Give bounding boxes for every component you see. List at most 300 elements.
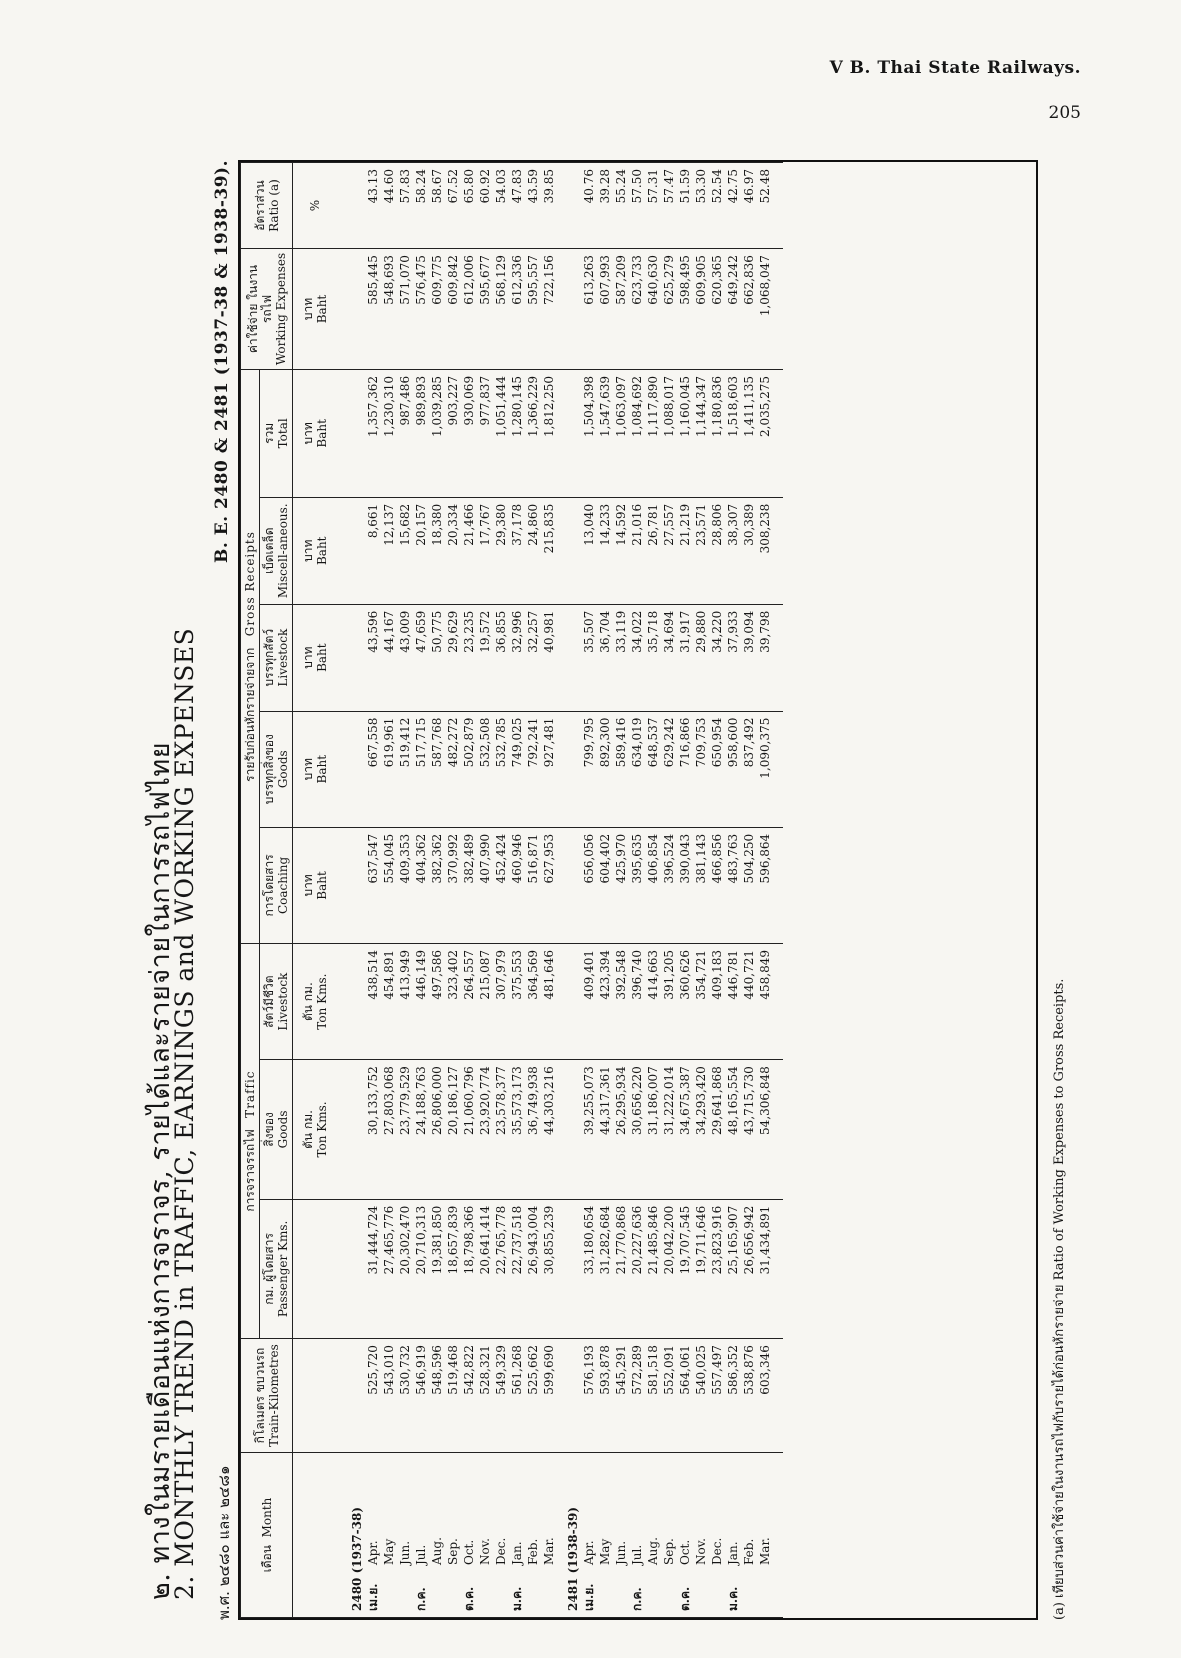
cell-ratio: 58.67 <box>429 163 445 249</box>
unit-baht: บาท Baht <box>293 497 342 604</box>
cell-total: 1,812,250 <box>541 369 557 497</box>
cell-coaching: 381,143 <box>693 827 709 943</box>
month-cell <box>741 1452 757 1617</box>
cell-total: 930,069 <box>461 369 477 497</box>
cell-total: 1,051,444 <box>493 369 509 497</box>
month-name: Mar. <box>542 1537 556 1565</box>
month-name: Dec. <box>494 1537 508 1565</box>
cell-goods: 23,920,774 <box>477 1060 493 1199</box>
month-cell <box>725 1452 741 1617</box>
cell-train-km: 543,010 <box>381 1339 397 1453</box>
cell-ratio: 54.03 <box>493 163 509 249</box>
cell-train-km: 538,876 <box>741 1339 757 1453</box>
cell-coaching: 395,635 <box>629 827 645 943</box>
cell-ratio: 52.54 <box>709 163 725 249</box>
cell-coaching: 407,990 <box>477 827 493 943</box>
month-name: Mar. <box>758 1537 772 1565</box>
cell-ratio: 57.31 <box>645 163 661 249</box>
cell-train-km: 599,690 <box>541 1339 557 1453</box>
month-name: Jun. <box>614 1540 628 1565</box>
cell-goods: 48,165,554 <box>725 1060 741 1199</box>
cell-coaching: 382,362 <box>429 827 445 943</box>
cell-goods: 27,803,068 <box>381 1060 397 1199</box>
cell-goods-rec: 517,715 <box>413 711 429 827</box>
cell-coaching: 382,489 <box>461 827 477 943</box>
unit-baht: บาท Baht <box>293 711 342 827</box>
cell-passenger: 31,444,724 <box>365 1199 381 1338</box>
cell-livestock-rec: 34,694 <box>661 604 677 711</box>
cell-goods-rec: 587,768 <box>429 711 445 827</box>
cell-passenger: 22,737,518 <box>509 1199 525 1338</box>
cell-goods-rec: 749,025 <box>509 711 525 827</box>
cell-goods: 26,806,000 <box>429 1060 445 1199</box>
cell-working: 612,006 <box>461 249 477 370</box>
cell-passenger: 23,823,916 <box>709 1199 725 1338</box>
cell-passenger: 18,657,839 <box>445 1199 461 1338</box>
month-name: Sep. <box>446 1538 460 1565</box>
cell-misc: 29,380 <box>493 497 509 604</box>
header-gross-receipts-group: รายรับก่อนหักรายจ่ายจาก Gross Receipts <box>241 369 260 943</box>
cell-goods-rec: 837,492 <box>741 711 757 827</box>
month-cell <box>493 1452 509 1617</box>
cell-livestock-rec: 35,507 <box>581 604 597 711</box>
cell-working: 620,365 <box>709 249 725 370</box>
cell-livestock-rec: 34,220 <box>709 604 725 711</box>
unit-baht: บาท Baht <box>293 604 342 711</box>
rotated-table-page <box>130 160 1090 1620</box>
unit-baht: บาท Baht <box>293 249 342 370</box>
cell-livestock-rec: 19,572 <box>477 604 493 711</box>
cell-livestock-rec: 43,596 <box>365 604 381 711</box>
header-train-km: กิโลเมตร ขบวนรถ Train-Kilometres <box>241 1339 293 1453</box>
month-name: Jan. <box>510 1541 524 1565</box>
cell-train-km: 581,518 <box>645 1339 661 1453</box>
header-month: เดือน Month <box>241 1452 293 1617</box>
cell-livestock: 375,553 <box>509 944 525 1060</box>
cell-livestock: 264,557 <box>461 944 477 1060</box>
table-row <box>413 163 429 1618</box>
cell-livestock: 446,781 <box>725 944 741 1060</box>
cell-coaching: 596,864 <box>757 827 773 943</box>
cell-total: 903,227 <box>445 369 461 497</box>
cell-goods-rec: 1,090,375 <box>757 711 773 827</box>
table-row <box>693 163 709 1618</box>
cell-misc: 37,178 <box>509 497 525 604</box>
cell-passenger: 31,434,891 <box>757 1199 773 1338</box>
cell-train-km: 519,468 <box>445 1339 461 1453</box>
month-cell <box>645 1452 661 1617</box>
cell-ratio: 51.59 <box>677 163 693 249</box>
month-name: Aug. <box>430 1537 444 1565</box>
table-row <box>645 163 661 1618</box>
cell-goods: 23,578,377 <box>493 1060 509 1199</box>
cell-misc: 20,334 <box>445 497 461 604</box>
cell-ratio: 57.50 <box>629 163 645 249</box>
month-name: Oct. <box>678 1539 692 1565</box>
unit-ton-km: ตัน กม. Ton Kms. <box>293 1060 342 1199</box>
thai-month-abbr: ม.ค. <box>510 1586 524 1611</box>
cell-train-km: 540,025 <box>693 1339 709 1453</box>
month-name: Jul. <box>414 1544 428 1565</box>
month-cell <box>541 1452 557 1617</box>
cell-misc: 17,767 <box>477 497 493 604</box>
cell-goods: 34,293,420 <box>693 1060 709 1199</box>
cell-coaching: 656,056 <box>581 827 597 943</box>
month-cell <box>445 1452 461 1617</box>
month-name: Oct. <box>462 1539 476 1565</box>
table-row <box>461 163 477 1618</box>
cell-livestock: 497,586 <box>429 944 445 1060</box>
cell-misc: 18,380 <box>429 497 445 604</box>
cell-livestock: 392,548 <box>613 944 629 1060</box>
month-name: Nov. <box>478 1538 492 1565</box>
cell-passenger: 19,707,545 <box>677 1199 693 1338</box>
cell-working: 649,242 <box>725 249 741 370</box>
cell-misc: 23,571 <box>693 497 709 604</box>
thai-month-abbr: ต.ค. <box>678 1586 692 1611</box>
cell-misc: 21,219 <box>677 497 693 604</box>
cell-livestock: 323,402 <box>445 944 461 1060</box>
month-name: Apr. <box>582 1540 596 1565</box>
cell-total: 1,084,692 <box>629 369 645 497</box>
cell-passenger: 20,227,636 <box>629 1199 645 1338</box>
table-row <box>445 163 461 1618</box>
header-working-expenses: ค่าใช้จ่าย ในงานรถไฟ Working Expenses <box>241 249 293 370</box>
cell-goods-rec: 634,019 <box>629 711 645 827</box>
cell-livestock-rec: 36,704 <box>597 604 613 711</box>
cell-train-km: 564,061 <box>677 1339 693 1453</box>
cell-coaching: 483,763 <box>725 827 741 943</box>
cell-train-km: 546,919 <box>413 1339 429 1453</box>
unit-baht: บาท Baht <box>293 827 342 943</box>
unit-baht: บาท Baht <box>293 369 342 497</box>
cell-livestock: 454,891 <box>381 944 397 1060</box>
header-ratio: อัตราส่วน Ratio (a) <box>241 163 293 249</box>
table-frame <box>238 160 1038 1620</box>
cell-passenger: 22,765,778 <box>493 1199 509 1338</box>
cell-total: 977,837 <box>477 369 493 497</box>
table-row <box>381 163 397 1618</box>
cell-total: 1,230,310 <box>381 369 397 497</box>
cell-total: 1,518,603 <box>725 369 741 497</box>
header-coaching: การโดยสาร Coaching <box>260 827 293 943</box>
cell-goods-rec: 519,412 <box>397 711 413 827</box>
cell-ratio: 55.24 <box>613 163 629 249</box>
cell-ratio: 40.76 <box>581 163 597 249</box>
cell-total: 989,893 <box>413 369 429 497</box>
cell-misc: 12,137 <box>381 497 397 604</box>
monthly-trend-table <box>240 162 783 1618</box>
cell-total: 1,280,145 <box>509 369 525 497</box>
month-cell <box>509 1452 525 1617</box>
cell-working: 585,445 <box>365 249 381 370</box>
cell-goods: 39,255,073 <box>581 1060 597 1199</box>
cell-livestock-rec: 43,009 <box>397 604 413 711</box>
header-passenger-km: กม. ผู้โดยสาร Passenger Kms. <box>260 1199 293 1338</box>
cell-working: 576,475 <box>413 249 429 370</box>
cell-ratio: 43.13 <box>365 163 381 249</box>
cell-livestock-rec: 29,880 <box>693 604 709 711</box>
cell-misc: 14,233 <box>597 497 613 604</box>
cell-total: 1,039,285 <box>429 369 445 497</box>
cell-livestock-rec: 37,933 <box>725 604 741 711</box>
cell-livestock-rec: 35,718 <box>645 604 661 711</box>
cell-goods: 31,222,014 <box>661 1060 677 1199</box>
cell-livestock: 360,626 <box>677 944 693 1060</box>
month-name: May <box>382 1538 396 1565</box>
month-cell <box>525 1452 541 1617</box>
cell-livestock-rec: 23,235 <box>461 604 477 711</box>
table-row <box>741 163 757 1618</box>
cell-passenger: 18,798,366 <box>461 1199 477 1338</box>
cell-goods: 24,188,763 <box>413 1060 429 1199</box>
month-cell <box>597 1452 613 1617</box>
cell-ratio: 67.52 <box>445 163 461 249</box>
cell-livestock: 396,740 <box>629 944 645 1060</box>
cell-train-km: 603,346 <box>757 1339 773 1453</box>
thai-month-abbr: ก.ค. <box>630 1587 644 1611</box>
cell-working: 609,775 <box>429 249 445 370</box>
cell-passenger: 20,042,200 <box>661 1199 677 1338</box>
table-row <box>429 163 445 1618</box>
table-row <box>541 163 557 1618</box>
cell-total: 987,486 <box>397 369 413 497</box>
cell-livestock-rec: 47,659 <box>413 604 429 711</box>
cell-working: 587,209 <box>613 249 629 370</box>
cell-train-km: 549,329 <box>493 1339 509 1453</box>
cell-goods: 43,715,730 <box>741 1060 757 1199</box>
cell-livestock: 307,979 <box>493 944 509 1060</box>
month-name: Sep. <box>662 1538 676 1565</box>
table-row <box>677 163 693 1618</box>
cell-goods: 26,295,934 <box>613 1060 629 1199</box>
page-number: 205 <box>1048 103 1081 123</box>
cell-passenger: 19,711,646 <box>693 1199 709 1338</box>
cell-goods: 36,749,938 <box>525 1060 541 1199</box>
month-name: Nov. <box>694 1538 708 1565</box>
cell-misc: 26,781 <box>645 497 661 604</box>
cell-passenger: 21,770,868 <box>613 1199 629 1338</box>
cell-train-km: 530,732 <box>397 1339 413 1453</box>
cell-goods: 29,641,868 <box>709 1060 725 1199</box>
cell-misc: 27,557 <box>661 497 677 604</box>
cell-passenger: 30,855,239 <box>541 1199 557 1338</box>
cell-misc: 20,157 <box>413 497 429 604</box>
table-body <box>293 163 784 1618</box>
cell-coaching: 370,992 <box>445 827 461 943</box>
cell-train-km: 586,352 <box>725 1339 741 1453</box>
cell-ratio: 39.28 <box>597 163 613 249</box>
cell-goods: 31,186,007 <box>645 1060 661 1199</box>
thai-month-abbr: ต.ค. <box>462 1586 476 1611</box>
month-name: Feb. <box>526 1538 540 1565</box>
cell-goods: 20,186,127 <box>445 1060 461 1199</box>
cell-coaching: 554,045 <box>381 827 397 943</box>
month-cell <box>677 1452 693 1617</box>
cell-ratio: 46.97 <box>741 163 757 249</box>
cell-livestock-rec: 29,629 <box>445 604 461 711</box>
cell-working: 623,733 <box>629 249 645 370</box>
cell-working: 1,068,047 <box>757 249 773 370</box>
cell-livestock-rec: 40,981 <box>541 604 557 711</box>
cell-goods: 35,573,173 <box>509 1060 525 1199</box>
month-cell <box>613 1452 629 1617</box>
table-row <box>629 163 645 1618</box>
table-row <box>581 163 597 1618</box>
cell-total: 1,504,398 <box>581 369 597 497</box>
cell-passenger: 26,943,004 <box>525 1199 541 1338</box>
cell-working: 598,495 <box>677 249 693 370</box>
cell-misc: 14,592 <box>613 497 629 604</box>
cell-goods-rec: 589,416 <box>613 711 629 827</box>
cell-working: 613,263 <box>581 249 597 370</box>
cell-train-km: 572,289 <box>629 1339 645 1453</box>
cell-goods-rec: 958,600 <box>725 711 741 827</box>
cell-total: 1,366,229 <box>525 369 541 497</box>
cell-train-km: 528,321 <box>477 1339 493 1453</box>
cell-working: 548,693 <box>381 249 397 370</box>
running-head: V B. Thai State Railways. <box>829 58 1081 78</box>
cell-total: 1,144,347 <box>693 369 709 497</box>
cell-working: 595,677 <box>477 249 493 370</box>
month-name: Aug. <box>646 1537 660 1565</box>
subtitle-english-years: B. E. 2480 & 2481 (1937-38 & 1938-39). <box>212 160 232 563</box>
cell-ratio: 58.24 <box>413 163 429 249</box>
cell-train-km: 593,878 <box>597 1339 613 1453</box>
month-cell <box>397 1452 413 1617</box>
table-row <box>365 163 381 1618</box>
header-total: รวม Total <box>260 369 293 497</box>
month-name: Jul. <box>630 1544 644 1565</box>
cell-livestock: 481,646 <box>541 944 557 1060</box>
table-row <box>757 163 773 1618</box>
cell-passenger: 27,465,776 <box>381 1199 397 1338</box>
cell-goods-rec: 502,879 <box>461 711 477 827</box>
cell-total: 1,357,362 <box>365 369 381 497</box>
cell-working: 612,336 <box>509 249 525 370</box>
year-heading-row <box>557 163 581 1618</box>
cell-coaching: 452,424 <box>493 827 509 943</box>
cell-coaching: 637,547 <box>365 827 381 943</box>
cell-misc: 21,466 <box>461 497 477 604</box>
cell-working: 609,842 <box>445 249 461 370</box>
title-thai: ๒. ทางในมรายเดือนแห่งการจราจร, รายได้และรายจ่ายในการรถไฟไทย <box>145 741 176 1600</box>
cell-ratio: 52.48 <box>757 163 773 249</box>
table-row <box>597 163 613 1618</box>
cell-ratio: 47.83 <box>509 163 525 249</box>
cell-working: 625,279 <box>661 249 677 370</box>
cell-misc: 8,661 <box>365 497 381 604</box>
cell-misc: 24,860 <box>525 497 541 604</box>
cell-coaching: 504,250 <box>741 827 757 943</box>
cell-working: 640,630 <box>645 249 661 370</box>
subtitle-row <box>212 160 234 1620</box>
cell-ratio: 44.60 <box>381 163 397 249</box>
cell-train-km: 557,497 <box>709 1339 725 1453</box>
units-row <box>293 163 342 1618</box>
cell-livestock-rec: 31,917 <box>677 604 693 711</box>
cell-coaching: 460,946 <box>509 827 525 943</box>
cell-total: 1,117,890 <box>645 369 661 497</box>
cell-livestock: 354,721 <box>693 944 709 1060</box>
cell-goods-rec: 799,795 <box>581 711 597 827</box>
cell-total: 1,063,097 <box>613 369 629 497</box>
footnote: (a) เทียบส่วนค่าใช้จ่ายในงานรถไฟกับรายได้ก่อนหักรายจ่าย Ratio of Working Expenses to Gross Receipts. <box>1052 978 1067 1620</box>
cell-goods: 30,133,752 <box>365 1060 381 1199</box>
cell-goods: 30,656,220 <box>629 1060 645 1199</box>
cell-livestock: 409,183 <box>709 944 725 1060</box>
cell-working: 607,993 <box>597 249 613 370</box>
cell-misc: 215,835 <box>541 497 557 604</box>
cell-livestock: 414,663 <box>645 944 661 1060</box>
year-label: 2480 (1937-38) <box>341 1452 365 1617</box>
cell-goods-rec: 927,481 <box>541 711 557 827</box>
month-cell <box>365 1452 381 1617</box>
table-row <box>525 163 541 1618</box>
cell-misc: 38,307 <box>725 497 741 604</box>
table-row <box>613 163 629 1618</box>
cell-goods-rec: 709,753 <box>693 711 709 827</box>
cell-total: 1,180,836 <box>709 369 725 497</box>
month-cell <box>709 1452 725 1617</box>
cell-goods-rec: 792,241 <box>525 711 541 827</box>
cell-ratio: 43.59 <box>525 163 541 249</box>
cell-ratio: 39.85 <box>541 163 557 249</box>
month-name: Feb. <box>742 1538 756 1565</box>
cell-livestock-rec: 36,855 <box>493 604 509 711</box>
month-cell <box>477 1452 493 1617</box>
year-heading-row <box>341 163 365 1618</box>
cell-ratio: 60.92 <box>477 163 493 249</box>
month-cell <box>461 1452 477 1617</box>
month-name: Dec. <box>710 1537 724 1565</box>
cell-goods-rec: 667,558 <box>365 711 381 827</box>
cell-coaching: 425,970 <box>613 827 629 943</box>
cell-train-km: 561,268 <box>509 1339 525 1453</box>
year-label: 2481 (1938-39) <box>557 1452 581 1617</box>
cell-goods: 44,303,216 <box>541 1060 557 1199</box>
cell-misc: 308,238 <box>757 497 773 604</box>
cell-misc: 30,389 <box>741 497 757 604</box>
cell-livestock: 423,394 <box>597 944 613 1060</box>
cell-livestock: 440,721 <box>741 944 757 1060</box>
table-row <box>509 163 525 1618</box>
cell-train-km: 576,193 <box>581 1339 597 1453</box>
cell-ratio: 65.80 <box>461 163 477 249</box>
cell-coaching: 396,524 <box>661 827 677 943</box>
unit-percent: % <box>293 163 342 249</box>
cell-passenger: 20,641,414 <box>477 1199 493 1338</box>
cell-goods: 54,306,848 <box>757 1060 773 1199</box>
cell-livestock-rec: 34,022 <box>629 604 645 711</box>
month-cell <box>757 1452 773 1617</box>
cell-train-km: 525,720 <box>365 1339 381 1453</box>
cell-working: 722,156 <box>541 249 557 370</box>
cell-passenger: 21,485,846 <box>645 1199 661 1338</box>
cell-train-km: 525,662 <box>525 1339 541 1453</box>
cell-goods-rec: 716,866 <box>677 711 693 827</box>
cell-coaching: 604,402 <box>597 827 613 943</box>
header-goods-receipts: บรรทุกสิ่งของ Goods <box>260 711 293 827</box>
cell-train-km: 552,091 <box>661 1339 677 1453</box>
cell-total: 1,547,639 <box>597 369 613 497</box>
month-cell <box>661 1452 677 1617</box>
cell-passenger: 33,180,654 <box>581 1199 597 1338</box>
table-row <box>725 163 741 1618</box>
cell-total: 2,035,275 <box>757 369 773 497</box>
cell-passenger: 26,656,942 <box>741 1199 757 1338</box>
cell-misc: 28,806 <box>709 497 725 604</box>
